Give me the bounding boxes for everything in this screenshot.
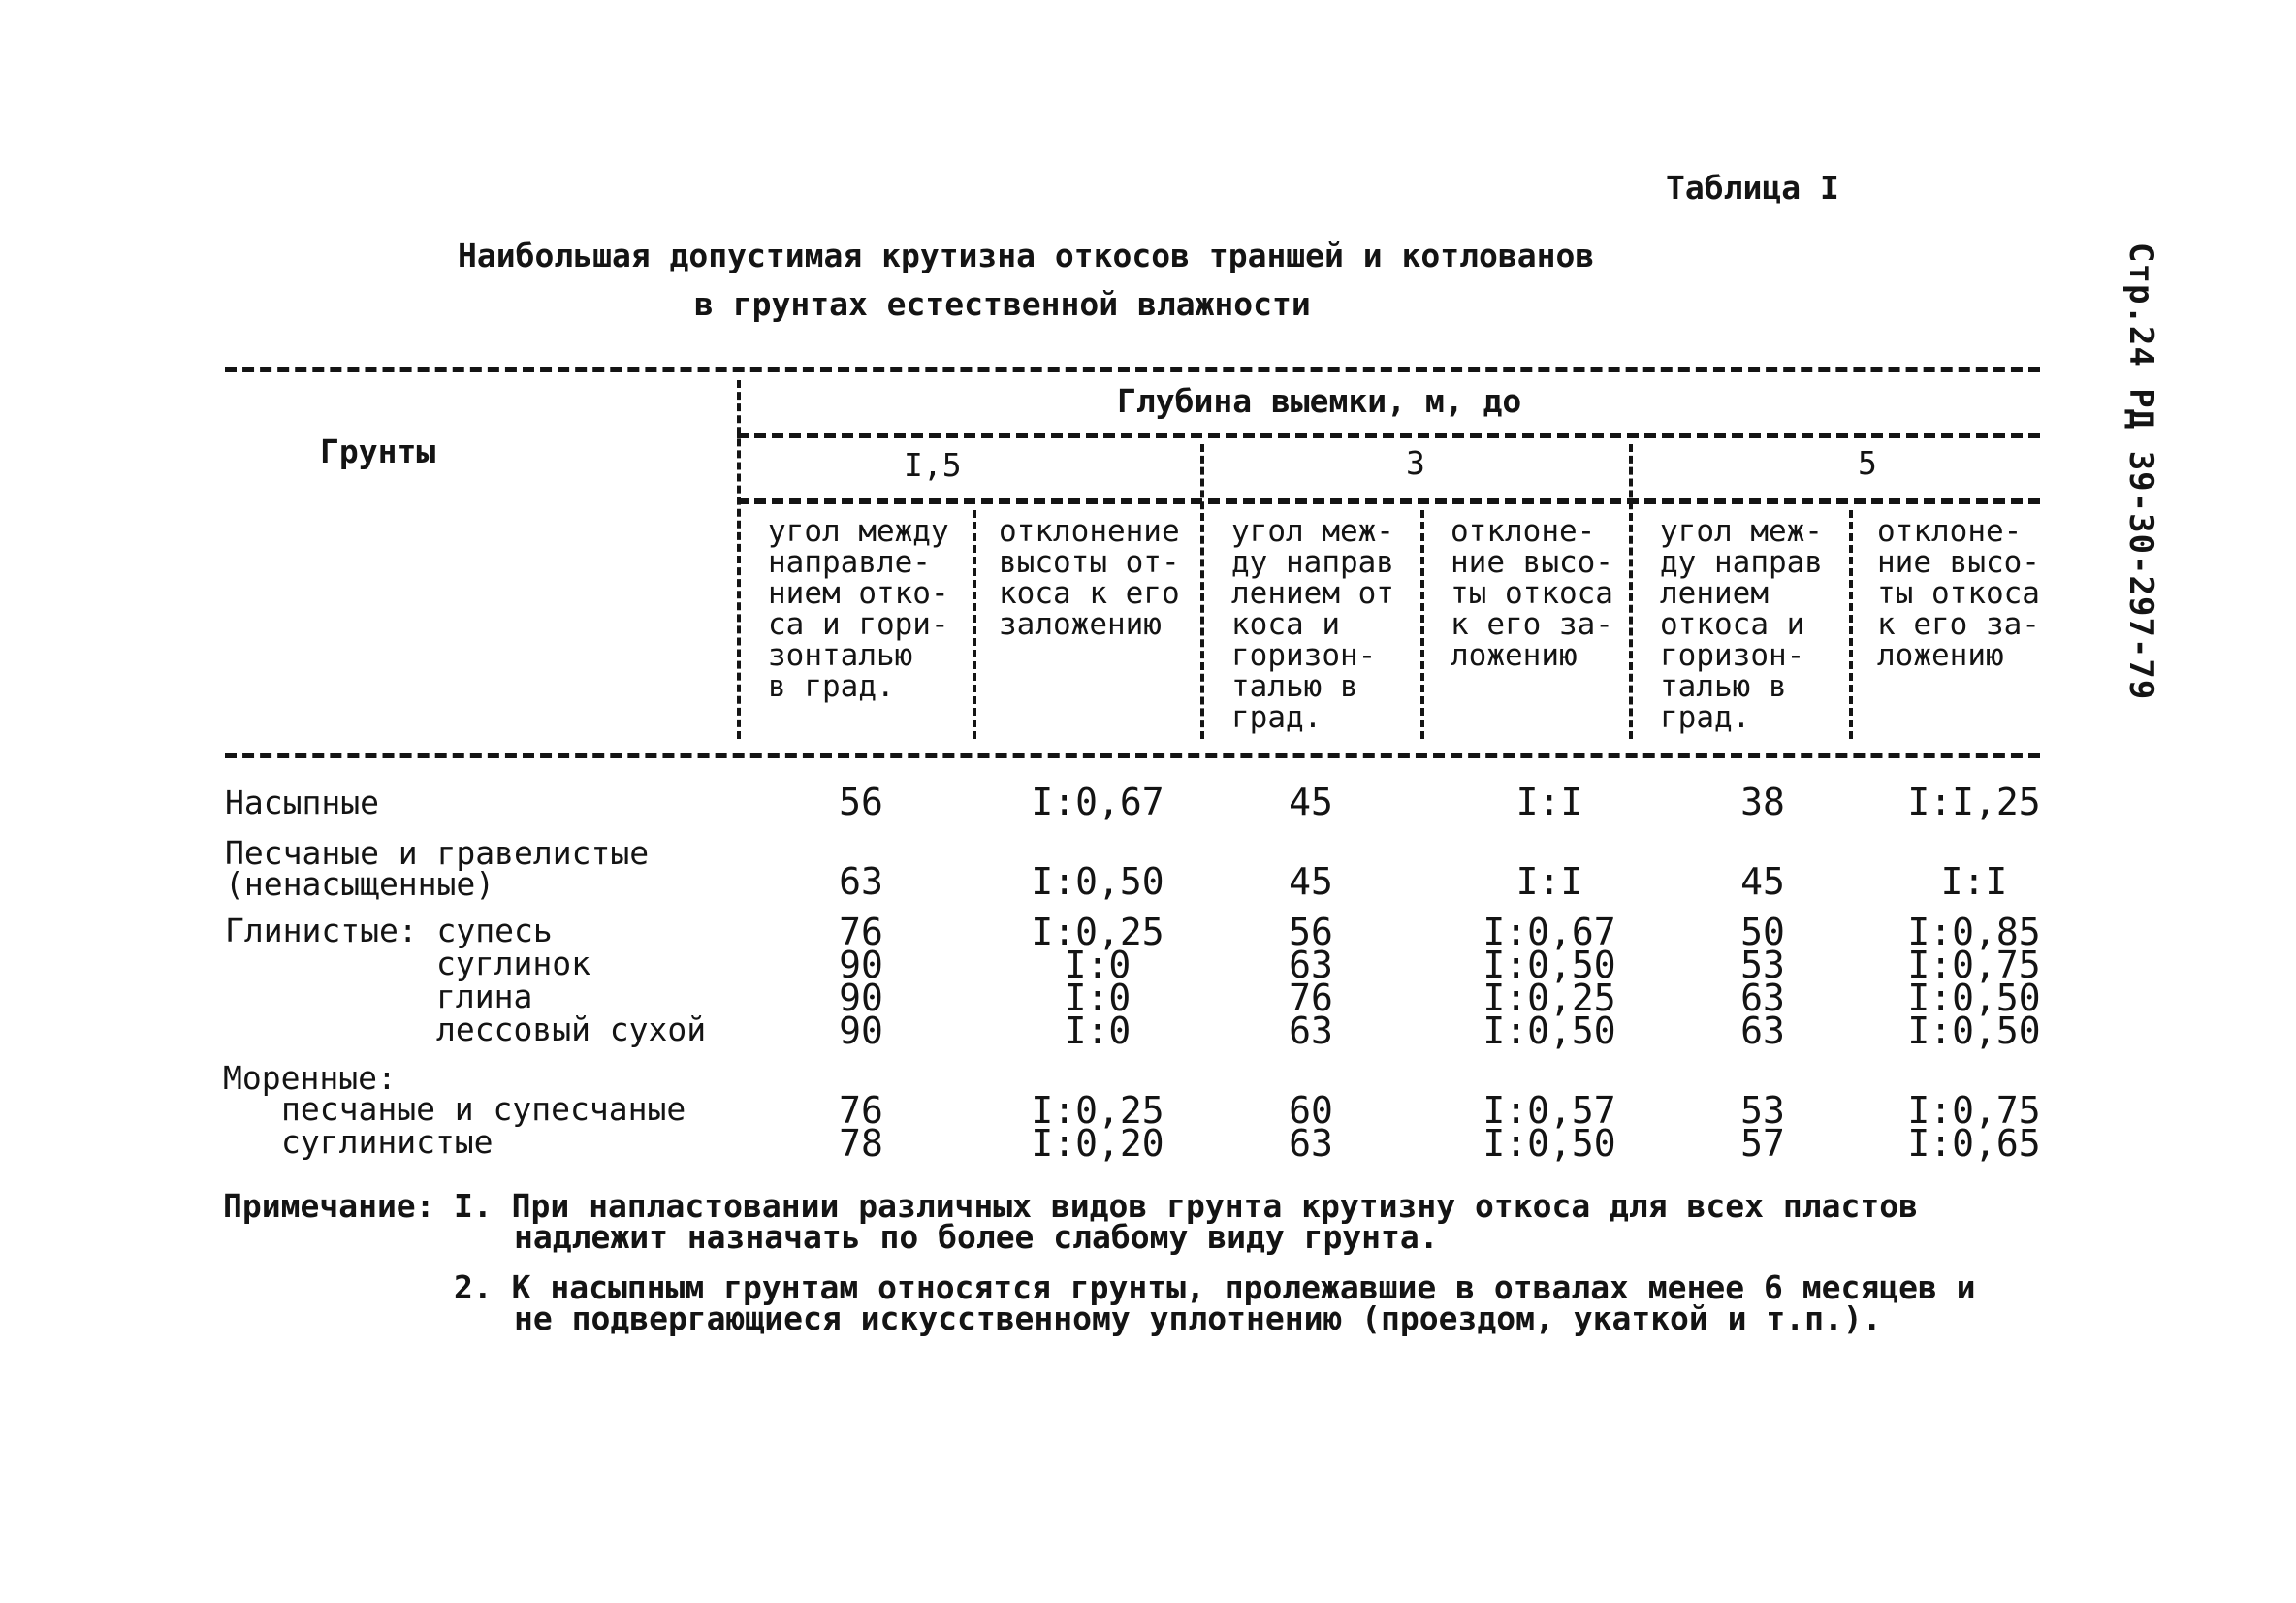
- depth2-divider: [1629, 444, 1633, 739]
- depth1-divider: [1200, 444, 1204, 739]
- cell-value: 60: [1289, 1089, 1333, 1132]
- cell-value: 78: [839, 1122, 883, 1165]
- cell-value: I:I,25: [1907, 781, 2041, 823]
- cell-value: I:0,25: [1031, 1089, 1164, 1132]
- subheader-angle-3: угол меж- ду направ лением откоса и горизон- талью в град.: [1660, 514, 1823, 735]
- cell-value: I:0,67: [1031, 781, 1164, 823]
- row-name-suglinok: суглинок: [436, 945, 590, 982]
- cell-value: 50: [1740, 911, 1785, 953]
- row-name-glinistye-supes: Глинистые: супесь: [225, 912, 553, 949]
- cell-value: 45: [1289, 860, 1333, 903]
- header-bottom-rule: [225, 753, 2040, 758]
- cell-value: 76: [839, 1089, 883, 1132]
- cell-value: I:0,25: [1031, 911, 1164, 953]
- cell-value: 53: [1740, 944, 1785, 986]
- subheader-ratio-2: отклоне- ние высо- ты откоса к его за- ложению: [1451, 514, 1613, 673]
- depth-3: 3: [1406, 444, 1425, 482]
- row-name-morennye: Моренные:: [223, 1059, 397, 1097]
- row-name-nasypnye: Насыпные: [225, 784, 379, 821]
- cell-value: I:0,85: [1907, 911, 2041, 953]
- cell-value: I:I: [1515, 860, 1583, 903]
- cell-value: 56: [839, 781, 883, 823]
- cell-value: 53: [1740, 1089, 1785, 1132]
- depth-5: 5: [1858, 444, 1877, 482]
- cell-value: I:0: [1064, 1010, 1132, 1052]
- cell-value: I:0,50: [1031, 860, 1164, 903]
- cell-value: I:0,50: [1907, 1010, 2041, 1052]
- cell-value: I:0,50: [1483, 1010, 1616, 1052]
- row-name-glina: глина: [436, 978, 533, 1015]
- cell-value: 63: [1289, 1010, 1333, 1052]
- cell-value: I:0,50: [1907, 977, 2041, 1019]
- cell-value: I:I: [1515, 781, 1583, 823]
- note-1-line2: надлежит назначать по более слабому виду грунта.: [514, 1218, 1439, 1256]
- cell-value: I:I: [1940, 860, 2008, 903]
- cell-value: I:0,25: [1483, 977, 1616, 1019]
- sub-divider-1: [973, 510, 976, 739]
- table-title-line2: в грунтах естественной влажности: [694, 285, 1311, 323]
- cell-value: 63: [1740, 977, 1785, 1019]
- cell-value: I:0,67: [1483, 911, 1616, 953]
- subheader-ratio-1: отклонение высоты от- коса к его заложению: [999, 514, 1180, 642]
- cell-value: I:0: [1064, 977, 1132, 1019]
- notes-label: Примечание:: [223, 1187, 435, 1225]
- note-1-line1: I. При напластовании различных видов грунта крутизну откоса для всех пластов: [454, 1187, 1918, 1225]
- cell-value: 63: [839, 860, 883, 903]
- col-header-soils: Грунты: [320, 433, 436, 470]
- cell-value: 63: [1740, 1010, 1785, 1052]
- cell-value: 76: [839, 911, 883, 953]
- note-2-line1: 2. К насыпным грунтам относятся грунты, пролежавшие в отвалах менее 6 месяцев и: [454, 1268, 1976, 1306]
- cell-value: I:0,75: [1907, 1089, 2041, 1132]
- table-title-line1: Наибольшая допустимая крутизна откосов траншей и котлованов: [458, 237, 1595, 274]
- cell-value: I:0,50: [1483, 944, 1616, 986]
- cell-value: 57: [1740, 1122, 1785, 1165]
- depth-1-5: I,5: [904, 446, 962, 484]
- cell-value: 56: [1289, 911, 1333, 953]
- sub-divider-2: [1420, 510, 1424, 739]
- subheader-angle-1: угол между направле- нием отко- са и гори- зонталью в град.: [768, 514, 949, 704]
- row-name-suglinistye: суглинистые: [281, 1123, 494, 1161]
- row-name-lessovy: лессовый сухой: [436, 1010, 707, 1048]
- cell-value: I:0,57: [1483, 1089, 1616, 1132]
- cell-value: 90: [839, 944, 883, 986]
- row-name-peschanye-sub: (ненасыщенные): [225, 865, 495, 903]
- sub-divider-3: [1849, 510, 1853, 739]
- subheader-ratio-3: отклоне- ние высо- ты откоса к его за- ложению: [1877, 514, 2040, 673]
- cell-value: 90: [839, 1010, 883, 1052]
- table-top-rule: [225, 367, 2040, 372]
- cell-value: 45: [1740, 860, 1785, 903]
- depth-header: Глубина выемки, м, до: [1117, 382, 1522, 420]
- cell-value: I:0,65: [1907, 1122, 2041, 1165]
- cell-value: 38: [1740, 781, 1785, 823]
- row-name-morennye-peschanye: песчаные и супесчаные: [281, 1090, 686, 1128]
- cell-value: 45: [1289, 781, 1333, 823]
- table-number: Таблица I: [1666, 169, 1839, 207]
- cell-value: I:0,20: [1031, 1122, 1164, 1165]
- cell-value: 63: [1289, 1122, 1333, 1165]
- cell-value: I:0,75: [1907, 944, 2041, 986]
- cell-value: I:0,50: [1483, 1122, 1616, 1165]
- cell-value: 90: [839, 977, 883, 1019]
- row-name-peschanye: Песчаные и гравелистые: [225, 834, 650, 872]
- cell-value: 76: [1289, 977, 1333, 1019]
- side-page-label: Стр.24 РД 39-30-297-79: [2121, 242, 2160, 701]
- subheader-angle-2: угол меж- ду направ лением от коса и горизон- талью в град.: [1231, 514, 1394, 735]
- cell-value: I:0: [1064, 944, 1132, 986]
- depth-values-rule: [737, 498, 2040, 504]
- note-2-line2: не подвергающиеся искусственному уплотнению (проездом, укаткой и т.п.).: [514, 1299, 1882, 1337]
- cell-value: 63: [1289, 944, 1333, 986]
- depth-header-rule: [737, 433, 2040, 438]
- soil-column-divider: [737, 380, 741, 739]
